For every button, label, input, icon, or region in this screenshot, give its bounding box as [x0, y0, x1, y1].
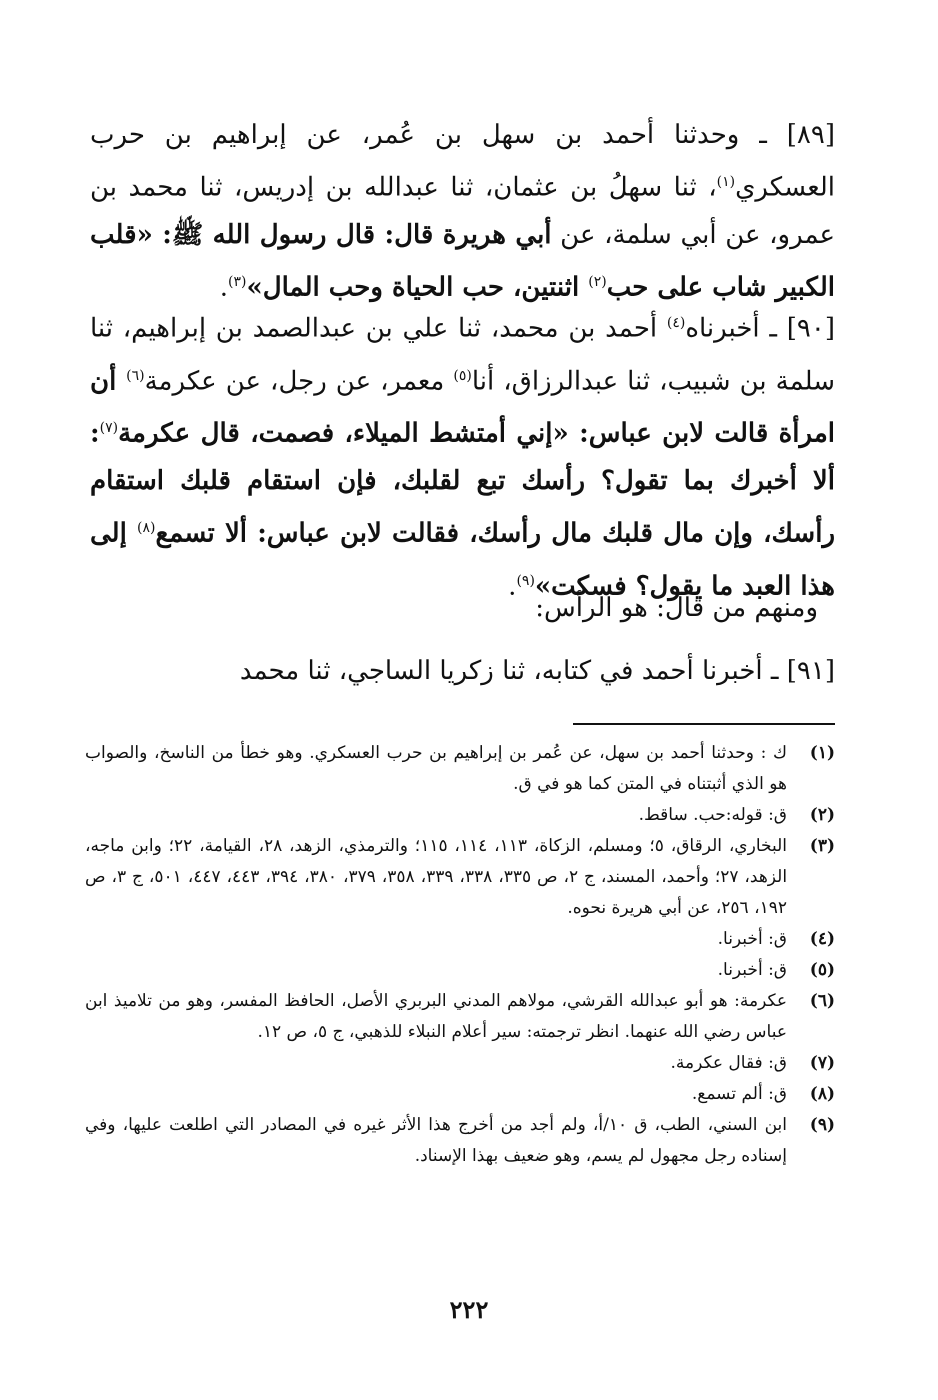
footnote — [85, 1079, 835, 1110]
text: . — [219, 272, 229, 303]
footnote-ref[interactable]: (١) — [716, 174, 736, 190]
hadith-paragraph-89 — [90, 112, 835, 311]
footnote-text: البخاري، الرقاق، ٥؛ ومسلم، الزكاة، ١١٣، ١١٤، ١١٥؛ والترمذي، الزهد، ٢٨، القيامة، ٢٢؛ وابن ماجه، الزهد، ٢٧؛ وأحمد، المسند، ج ٢، ص ٣٣٥، ٣٣٨، ٣٣٩، ٣٥٨، ٣٧٩، ٣٨٠، ٣٩٤، ٤٤٣، ٤٤٧، ٥٠١، ج ٣، ص ١٩٢، ٢٥٦، عن أبي هريرة نحوه. — [85, 836, 788, 918]
text: [٩٠] ـ أخبرناه — [685, 313, 835, 344]
footnote-ref[interactable]: (٩) — [516, 572, 535, 589]
text: . — [508, 571, 517, 602]
footnote-ref[interactable]: (٦) — [126, 367, 145, 384]
page-number: ٢٢٢ — [449, 1295, 489, 1324]
text: معمر، عن رجل، عن عكرمة — [144, 366, 454, 397]
footnote — [85, 1110, 835, 1172]
text: ، ثنا سهلُ بن عثمان، ثنا عبدالله بن إدريس، ثنا محمد بن عمرو، عن أبي سلمة، عن — [90, 172, 835, 250]
footnote-text: ابن السني، الطب، ق ١٠/أ، ولم أجد من أخرج هذا الأثر غيره في المصادر التي اطلعت عليها، وفي إسناده رجل مجهول لم يسم، وهو ضعيف بهذا الإسناد. — [85, 1115, 787, 1166]
text: [٨٩] ـ وحدثنا أحمد بن سهل بن عُمر، عن إبراهيم بن حرب العسكري — [90, 120, 835, 203]
footnote — [85, 800, 835, 831]
footnote-number: (١) — [809, 743, 835, 763]
footnotes — [85, 738, 835, 1172]
footnote-ref[interactable]: (٥) — [453, 367, 472, 384]
footnote-ref[interactable]: (٤) — [666, 315, 686, 331]
footnote-ref[interactable]: (٨) — [137, 519, 156, 536]
bold-text: : ألا أخبرك بما تقول؟ رأسك تبع لقلبك، فإن استقام قلبك استقام رأسك، وإن مال قلبك مال رأسك، فقالت لابن عباس: ألا تسمع — [90, 418, 835, 549]
footnote-number: (٦) — [809, 991, 835, 1011]
hadith-paragraph-91: [٩١] ـ أخبرنا أحمد في كتابه، ثنا زكريا الساجي، ثنا محمد — [239, 656, 835, 686]
bold-text: إلى هذا العبد ما يقول؟ فسكت» — [90, 518, 835, 602]
footnote-number: (٥) — [809, 960, 835, 980]
ruling-line: ومنهم من قال: هو الرأس: — [535, 593, 818, 623]
footnote — [85, 831, 835, 924]
text: أحمد بن محمد، ثنا علي بن عبدالصمد بن إبراهيم، ثنا سلمة بن شبيب، ثنا عبدالرزاق، أنا — [90, 313, 836, 397]
footnote-text: ك : وحدثنا أحمد بن سهل، عن عُمر بن إبراهيم بن حرب العسكري. وهو خطأ من الناسخ، والصواب هو الذي أثبتناه في المتن كما هو في ق. — [85, 743, 787, 794]
footnote-ref[interactable]: (٢) — [588, 273, 607, 290]
footnote — [85, 955, 835, 986]
footnote-text: ق: فقال عكرمة. — [670, 1053, 787, 1073]
bold-text: أبي هريرة قال: قال رسول الله ﷺ: «قلب الكبير شاب على حب — [90, 219, 835, 303]
footnote-text: عكرمة: هو أبو عبدالله القرشي، مولاهم المدني البربري الأصل، الحافظ المفسر، وهو من تلاميذ ابن عباس رضي الله عنهما. انظر ترجمته: سير أعلام النبلاء للذهبي، ج ٥، ص ١٢. — [85, 991, 787, 1042]
footnote-ref[interactable]: (٣) — [228, 273, 247, 290]
footnote-text: ق: ألم تسمع. — [691, 1084, 787, 1104]
footnote-number: (٨) — [809, 1084, 835, 1104]
footnote — [85, 1048, 835, 1079]
footnote-number: (٣) — [809, 836, 835, 856]
footnote-number: (٤) — [809, 929, 835, 949]
footnote-ref[interactable]: (٧) — [99, 420, 119, 437]
footnote-text: ق: أخبرنا. — [717, 960, 787, 980]
footnote-divider — [573, 723, 835, 725]
footnote-text: ق: أخبرنا. — [717, 929, 787, 949]
footnote — [85, 738, 835, 800]
footnote-text: ق: قوله:حب. ساقط. — [638, 805, 787, 825]
hadith-paragraph-90 — [90, 300, 835, 610]
footnote-number: (٩) — [809, 1115, 835, 1135]
footnote — [85, 924, 835, 955]
footnote-number: (٢) — [809, 805, 835, 825]
bold-text: اثنتين، حب الحياة وحب المال» — [246, 272, 589, 303]
bold-text: أن امرأة قالت لابن عباس: «إني أمتشط الميلاء، فصمت، قال عكرمة — [90, 366, 835, 449]
footnote — [85, 986, 835, 1048]
footnote-number: (٧) — [809, 1053, 835, 1073]
